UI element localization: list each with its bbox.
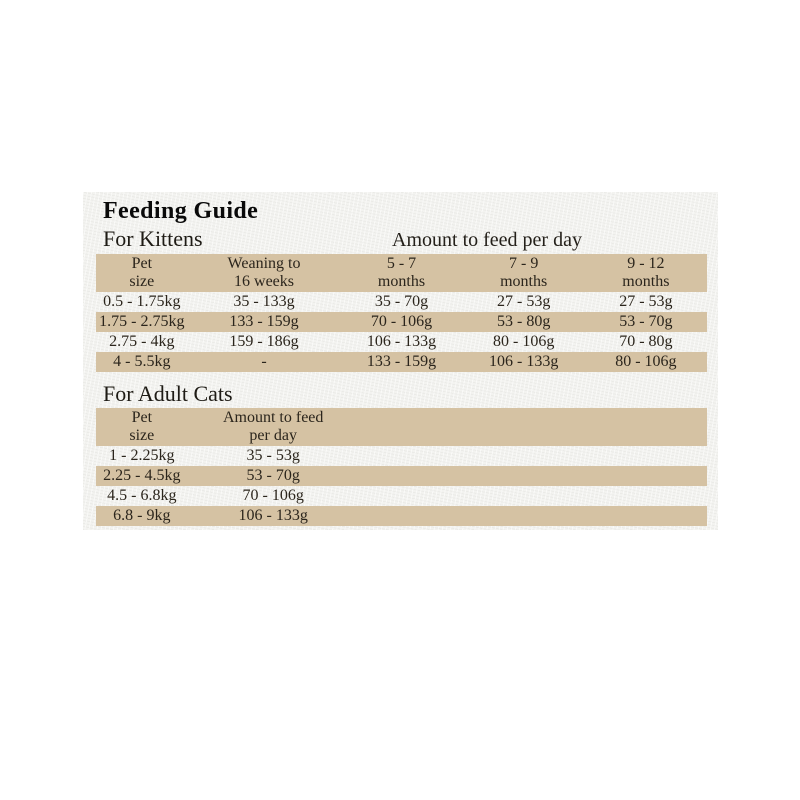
- table-row: [96, 466, 707, 486]
- cell: 35 - 70g: [374, 293, 429, 310]
- header-line: Weaning to: [227, 255, 301, 272]
- header-line: per day: [249, 427, 297, 444]
- cell: 2.75 - 4kg: [109, 333, 175, 350]
- kittens-header-weaning: [188, 255, 341, 291]
- header-line: 7 - 9: [509, 255, 539, 272]
- header-line: Pet: [131, 255, 153, 272]
- kittens-section-label: For Kittens: [103, 226, 203, 251]
- table-row: [96, 352, 707, 372]
- header-line: Amount to feed: [222, 409, 324, 426]
- cell: 106 - 133g: [238, 507, 308, 524]
- kittens-table: [96, 254, 707, 372]
- cell: 133 - 159g: [229, 313, 299, 330]
- feeding-guide-card: [83, 192, 718, 530]
- table-row: [96, 332, 707, 352]
- cell: 70 - 80g: [619, 333, 673, 350]
- cell: 53 - 70g: [619, 313, 673, 330]
- cell: 35 - 133g: [233, 293, 295, 310]
- header-line: months: [622, 273, 670, 290]
- table-row: [96, 446, 707, 466]
- header-line: size: [129, 273, 155, 290]
- cell: -: [261, 353, 267, 370]
- adults-section-header: [103, 382, 718, 406]
- kittens-header-7-9-months: [463, 255, 585, 291]
- cell: 0.5 - 1.75kg: [103, 293, 181, 310]
- cell: 2.25 - 4.5kg: [103, 467, 181, 484]
- adults-section-label: For Adult Cats: [103, 381, 233, 406]
- cell: 27 - 53g: [497, 293, 551, 310]
- table-row: [96, 486, 707, 506]
- cell: 80 - 106g: [493, 333, 555, 350]
- kittens-header-row: [96, 254, 707, 292]
- cell: 1 - 2.25kg: [109, 447, 175, 464]
- kittens-header-pet-size: [96, 255, 188, 291]
- cell: 80 - 106g: [615, 353, 677, 370]
- cell: 35 - 53g: [246, 447, 300, 464]
- cell: 53 - 70g: [246, 467, 300, 484]
- cell: 106 - 133g: [489, 353, 559, 370]
- kittens-amount-per-day-label: Amount to feed per day: [392, 229, 582, 251]
- cell: 4.5 - 6.8kg: [107, 487, 177, 504]
- adults-header-pet-size: [96, 409, 188, 445]
- table-row: [96, 506, 707, 526]
- cell: 27 - 53g: [619, 293, 673, 310]
- adults-header-amount-per-day: [188, 409, 359, 445]
- cell: 53 - 80g: [497, 313, 551, 330]
- kittens-header-9-12-months: [585, 255, 707, 291]
- table-row: [96, 292, 707, 312]
- cell: 106 - 133g: [366, 333, 437, 350]
- cell: 4 - 5.5kg: [113, 353, 171, 370]
- header-line: months: [377, 273, 426, 290]
- header-line: size: [129, 427, 155, 444]
- header-line: 9 - 12: [627, 255, 665, 272]
- cell: 1.75 - 2.75kg: [99, 313, 185, 330]
- header-line: months: [500, 273, 548, 290]
- cell: 70 - 106g: [242, 487, 304, 504]
- header-line: Pet: [131, 409, 153, 426]
- table-row: [96, 312, 707, 332]
- cell: 6.8 - 9kg: [113, 507, 171, 524]
- header-line: 5 - 7: [386, 255, 417, 272]
- header-line: 16 weeks: [234, 273, 294, 290]
- kittens-header-5-7-months: [340, 255, 462, 291]
- cell: 70 - 106g: [370, 313, 433, 330]
- page-title: Feeding Guide: [103, 198, 259, 224]
- adult-cats-table: [96, 408, 707, 526]
- cell: 159 - 186g: [229, 333, 299, 350]
- cell: 133 - 159g: [366, 353, 437, 370]
- adults-header-row: [96, 408, 707, 446]
- kittens-section-header: [103, 227, 718, 251]
